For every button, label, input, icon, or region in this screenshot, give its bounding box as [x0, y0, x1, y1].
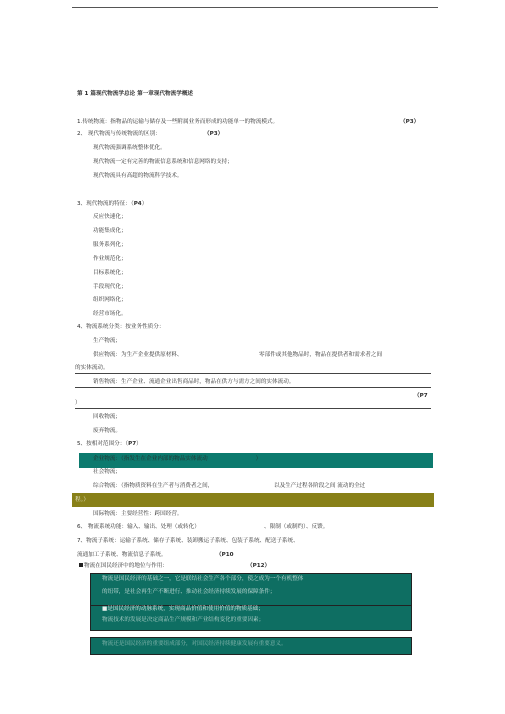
enterprise-logistics: 企业物流：（指发生在企业内部的物品实体流动 ） — [93, 456, 262, 462]
section-6: 6、 物流系统功能：输入、输出、处理（或转化） — [77, 524, 200, 530]
section-7: 7、物流子系统：运输子系统、储存子系统、装卸搬运子系统、包装子系统、配送子系统、 — [77, 538, 299, 544]
highlight-band-olive — [72, 493, 434, 507]
list-item: 功能集成化； — [93, 228, 127, 234]
supply-logistics: 供应物流：为生产企业提供原材料、 — [93, 352, 183, 358]
role-line-2: 的纽带，是社会再生产不断进行、推动社会经济持续发展的保障条件； — [102, 589, 276, 595]
section-8-ref: （P12） — [247, 563, 271, 569]
section-7-ref: （P10 — [216, 552, 234, 558]
divider — [75, 387, 431, 388]
list-item: 回收物流； — [93, 414, 121, 420]
comprehensive-logistics-cont: 以及生产过程各阶段之间 流动的全过 — [274, 483, 366, 489]
section-4: 4、物流系统分类：按业务性质分： — [77, 324, 165, 330]
list-item: 生产物流； — [93, 338, 121, 344]
international-logistics: 国际物流：主要经营性：跨国经营。 — [93, 511, 183, 517]
comprehensive-logistics-wrap: 程。） — [75, 497, 89, 503]
list-item: 目标系统化； — [93, 270, 127, 276]
section-1: 1.传统物流：指物品的运输与储存及一些附属业务而形成的功能单一的物流模式。 — [77, 119, 279, 125]
section-4-ref: （P7 — [414, 393, 428, 399]
list-item: 手段现代化； — [93, 284, 127, 290]
list-item: 组织网络化； — [93, 297, 127, 303]
list-item: 废弃物流。 — [93, 428, 121, 434]
list-item: 作业规范化； — [93, 256, 127, 262]
bullet-square-icon — [79, 563, 83, 567]
section-8-heading: 物流在国民经济中的地位与作用： — [79, 563, 168, 570]
sales-logistics: 销售物流：生产企业、流通企业出售商品时，物品在供方与需方之间的实体流动。 — [93, 379, 295, 385]
section-2: 2、 现代物流与传统物流的区别： — [77, 131, 161, 137]
list-item: 反应快速化； — [93, 214, 127, 220]
divider — [75, 373, 431, 374]
role-line-1: 物流是国民经济的基础之一，它是联结社会生产各个部分，使之成为一个有机整体 — [102, 576, 304, 582]
divider — [75, 408, 431, 409]
role-line-3: ■是国民经济的动脉系统，实现商品价值和使用价值的物质基础； — [102, 606, 264, 612]
header-rule — [72, 7, 438, 8]
supply-logistics-cont: 零部件或其他物品时，物品在提供者和需求者之间 — [259, 352, 383, 358]
supply-logistics-wrap: 的实体流动。 — [75, 365, 109, 371]
page-title: 第 1 篇现代物流学总论 第一章现代物流学概述 — [77, 91, 194, 97]
list-item: 服务系列化； — [93, 242, 127, 248]
section-7-cont: 流通加工子系统、物流信息子系统。 — [77, 552, 167, 558]
list-item: 现代物流具有高超的物流科学技术。 — [93, 173, 183, 179]
list-item: 经营市场化。 — [93, 311, 127, 317]
section-2-ref: （P3） — [204, 131, 224, 137]
role-line-5: 物流还是国民经济的重要组成部分，对国民经济持续健康发展有重要意义。 — [102, 641, 287, 647]
list-item: 现代物流一定有完善的物流信息系统和信息网络的支持； — [93, 159, 233, 165]
section-6-cont: 、限制（或制约）、反馈。 — [264, 524, 329, 530]
comprehensive-logistics: 综合物流：（指物质资料在生产者与消费者之间， — [93, 483, 214, 489]
list-item: 现代物流强调系统整体优化。 — [93, 145, 166, 151]
section-3: 3、现代物流的特征：（P4） — [77, 201, 148, 207]
section-5: 5、按相对范围分：（P7） — [77, 441, 142, 447]
role-line-4: 物流技术的发展是决定商品生产规模和产业结构变化的重要因素； — [102, 617, 265, 623]
section-4-ref-close: ） — [75, 400, 81, 406]
section-1-ref: （P3） — [400, 119, 420, 125]
social-logistics: 社会物流； — [93, 469, 121, 475]
